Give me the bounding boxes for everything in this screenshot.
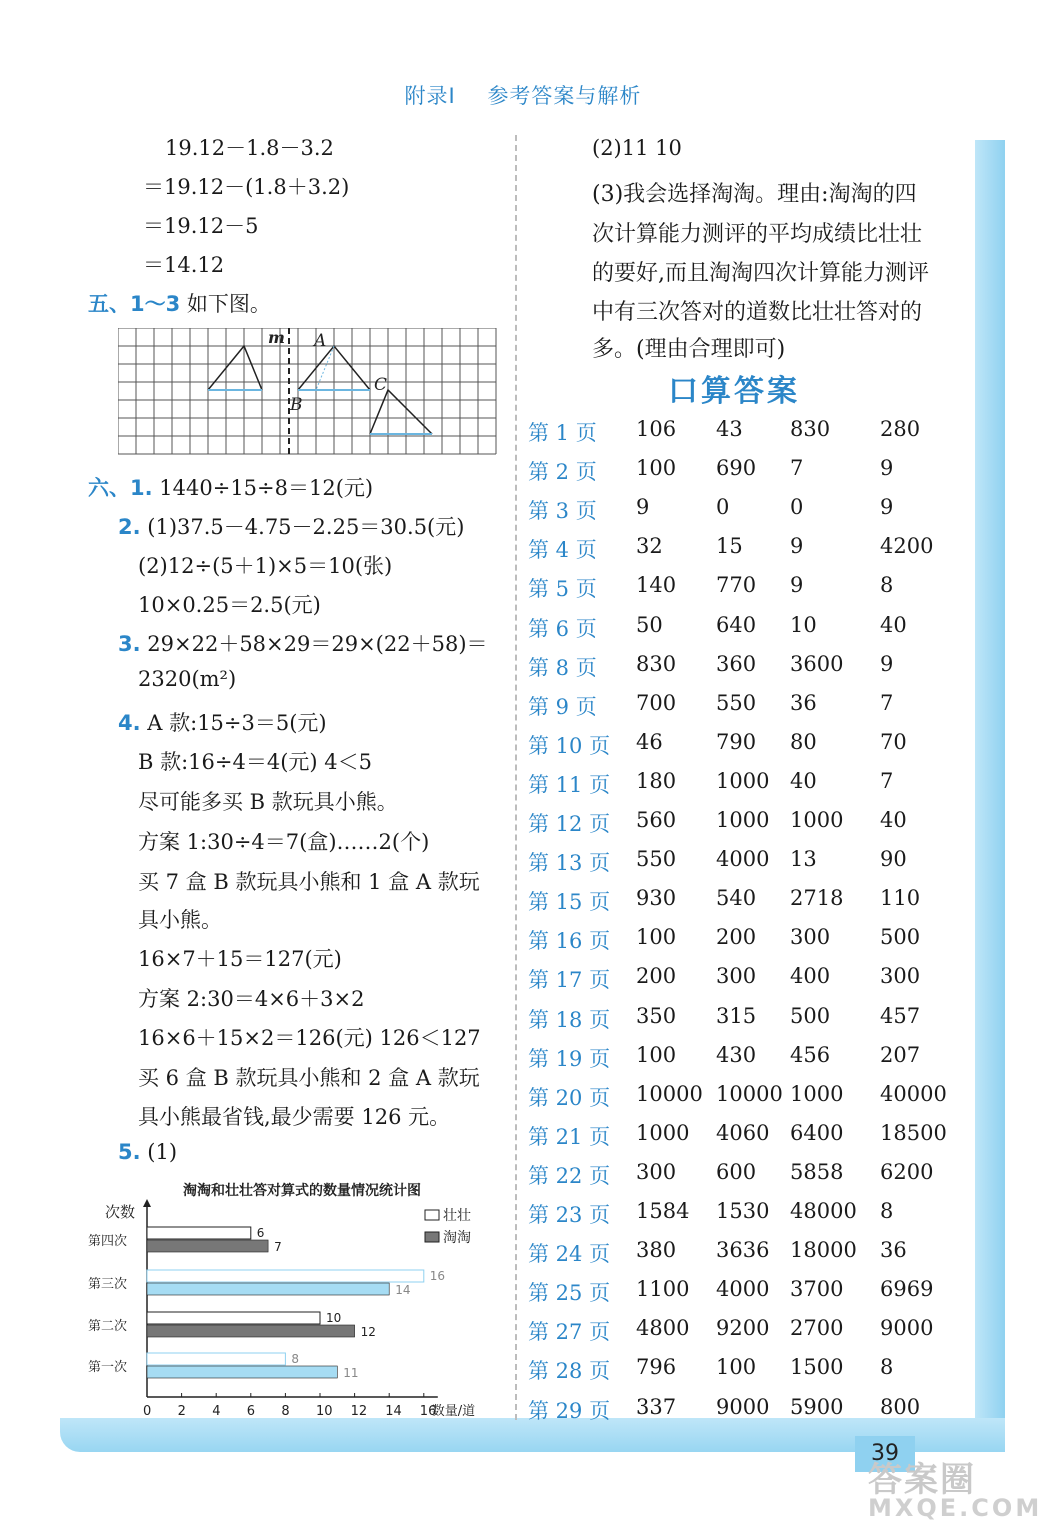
calc-line-3: ＝19.12－5	[143, 214, 259, 238]
kousuan-page-label: 第 3 页	[528, 499, 597, 524]
kousuan-value: 46	[636, 729, 663, 754]
kousuan-page-label: 第 1 页	[528, 421, 597, 445]
kousuan-value: 456	[790, 1042, 831, 1067]
legend-swatch-taotao	[425, 1232, 439, 1242]
kousuan-value: 790	[716, 729, 757, 754]
kousuan-page-label: 第 23 页	[528, 1203, 611, 1227]
right-q3-line-3: 的要好,而且淘淘四次计算能力测评	[592, 261, 929, 286]
q4-line-8: 方案 2:30＝4×6＋3×2	[138, 987, 365, 1011]
kousuan-value: 830	[636, 651, 677, 676]
kousuan-title: 口算答案	[668, 374, 800, 409]
chart-category-label: 第四次	[88, 1234, 128, 1249]
q4-line-6: 具小熊。	[138, 908, 222, 932]
kousuan-value: 13	[790, 847, 817, 872]
kousuan-value: 18500	[880, 1120, 947, 1145]
kousuan-page-label: 第 6 页	[528, 616, 597, 641]
kousuan-value: 4200	[880, 534, 934, 559]
kousuan-value: 600	[716, 1159, 757, 1184]
kousuan-value: 7	[880, 768, 894, 793]
kousuan-value: 4000	[716, 1277, 770, 1302]
kousuan-value: 8	[880, 573, 894, 598]
column-divider	[515, 135, 517, 1420]
kousuan-value: 80	[790, 729, 817, 754]
q2-num: 2.	[118, 515, 141, 539]
kousuan-value: 700	[636, 690, 677, 715]
kousuan-page-label: 第 9 页	[528, 694, 597, 719]
q4-line-5: 买 7 盒 B 款玩具小熊和 1 盒 A 款玩	[138, 870, 480, 894]
q3-text-1: 29×22＋58×29＝29×(22＋58)＝	[147, 632, 488, 656]
kousuan-value: 1000	[790, 1081, 844, 1106]
kousuan-value: 500	[880, 925, 921, 950]
kousuan-value: 7	[880, 690, 894, 715]
kousuan-value: 140	[636, 573, 677, 598]
kousuan-value: 1000	[716, 768, 770, 793]
right-q3-line-1: (3)我会选择淘淘。理由:淘淘的四	[592, 182, 917, 207]
kousuan-page-label: 第 13 页	[528, 851, 611, 876]
label-c: C	[374, 375, 388, 395]
page-number: 39	[855, 1436, 915, 1472]
kousuan-value: 50	[636, 612, 663, 637]
kousuan-value: 10000	[636, 1081, 703, 1106]
bar-value-zhuangzhuang: 8	[291, 1352, 300, 1366]
kousuan-value: 0	[790, 495, 804, 520]
watermark: 答案圈	[868, 1460, 976, 1500]
bar-value-zhuangzhuang: 6	[256, 1226, 265, 1240]
kousuan-value: 32	[636, 534, 663, 559]
bar-taotao	[147, 1325, 355, 1337]
kousuan-value: 90	[880, 847, 907, 872]
bar-value-taotao: 11	[343, 1366, 359, 1380]
kousuan-value: 40	[880, 808, 907, 832]
kousuan-value: 457	[880, 1003, 921, 1028]
label-b: B	[290, 395, 303, 415]
chart-x-label: 数量/道	[431, 1404, 476, 1419]
kousuan-value: 6969	[880, 1277, 934, 1302]
bar-taotao	[147, 1283, 389, 1295]
kousuan-value: 10	[790, 612, 817, 637]
kousuan-page-label: 第 25 页	[528, 1281, 611, 1306]
bar-value-zhuangzhuang: 10	[326, 1311, 342, 1325]
calc-line-1: 19.12－1.8－3.2	[165, 136, 334, 160]
kousuan-value: 36	[790, 690, 817, 715]
kousuan-value: 560	[636, 808, 677, 832]
chart-category-label: 第二次	[88, 1319, 128, 1334]
q3-line-2: 2320(m²)	[138, 667, 237, 691]
kousuan-value: 4060	[716, 1120, 770, 1145]
kousuan-value: 1100	[636, 1277, 690, 1302]
kousuan-value: 9	[790, 534, 804, 559]
kousuan-value: 200	[716, 925, 757, 950]
kousuan-value: 350	[636, 1003, 677, 1028]
kousuan-value: 40	[880, 612, 907, 637]
q4-line-2: B 款:16÷4＝4(元) 4＜5	[138, 750, 373, 774]
appendix-label: 附录Ⅰ	[404, 84, 456, 108]
label-m: m	[268, 328, 285, 347]
bar-value-taotao: 7	[274, 1240, 282, 1254]
kousuan-value: 5900	[790, 1394, 844, 1419]
kousuan-value: 1000	[636, 1120, 690, 1145]
section-6-q1-text: 1440÷15÷8＝12(元)	[159, 476, 374, 500]
chart-x-tick-label: 16	[419, 1404, 437, 1419]
legend-label-zhuangzhuang: 壮壮	[443, 1208, 471, 1224]
kousuan-value: 0	[716, 495, 730, 520]
chart-x-tick-label: 2	[177, 1404, 186, 1419]
kousuan-value: 280	[880, 417, 921, 441]
grid-figure	[118, 328, 498, 456]
kousuan-page-label: 第 24 页	[528, 1242, 611, 1267]
section-6-q1	[88, 472, 373, 502]
calc-line-2: ＝19.12－(1.8＋3.2)	[143, 175, 350, 199]
right-q3-line-2: 次计算能力测评的平均成绩比壮壮	[592, 222, 923, 247]
kousuan-value: 70	[880, 729, 907, 754]
q4-line-10: 买 6 盒 B 款玩具小熊和 2 盒 A 款玩	[138, 1066, 480, 1090]
kousuan-page-label: 第 28 页	[528, 1359, 611, 1384]
kousuan-page-label: 第 19 页	[528, 1046, 611, 1071]
kousuan-value: 540	[716, 886, 757, 911]
kousuan-value: 9	[880, 651, 894, 676]
kousuan-value: 40000	[880, 1081, 947, 1106]
kousuan-value: 100	[636, 925, 677, 950]
kousuan-value: 1000	[716, 808, 770, 832]
kousuan-value: 830	[790, 417, 831, 441]
kousuan-page-label: 第 15 页	[528, 890, 611, 915]
kousuan-page-label: 第 5 页	[528, 577, 597, 602]
bar-value-zhuangzhuang: 16	[429, 1269, 446, 1283]
kousuan-value: 207	[880, 1042, 921, 1067]
q4-num: 4.	[118, 711, 141, 735]
kousuan-value: 106	[636, 417, 677, 441]
right-q3-line-5: 多。(理由合理即可)	[592, 337, 786, 362]
kousuan-value: 360	[716, 651, 757, 676]
kousuan-value: 1584	[636, 1199, 690, 1223]
chart-y-arrow	[143, 1199, 151, 1207]
right-decor-band	[975, 140, 1005, 1440]
section-6-prefix: 六、1.	[88, 476, 153, 500]
kousuan-value: 640	[716, 612, 757, 637]
kousuan-value: 500	[790, 1003, 831, 1028]
kousuan-value: 100	[636, 456, 677, 481]
kousuan-page-label: 第 10 页	[528, 733, 611, 758]
kousuan-value: 2718	[790, 886, 844, 911]
kousuan-value: 800	[880, 1394, 921, 1419]
kousuan-value: 550	[716, 690, 757, 715]
right-q3-line-4: 中有三次答对的道数比壮壮答对的	[592, 300, 923, 325]
bar-zhuangzhuang	[147, 1353, 285, 1365]
kousuan-value: 3700	[790, 1277, 844, 1302]
kousuan-page-label: 第 18 页	[528, 1007, 611, 1032]
q2-line-3: 10×0.25＝2.5(元)	[138, 593, 321, 617]
q2-text-1: (1)37.5－4.75－2.25＝30.5(元)	[147, 515, 465, 539]
kousuan-page-label: 第 27 页	[528, 1320, 611, 1345]
q4-line-3: 尽可能多买 B 款玩具小熊。	[138, 790, 398, 814]
chart-x-tick-label: 0	[143, 1404, 152, 1419]
section-5-prefix: 五、1～3	[88, 292, 181, 316]
q4-line-1	[118, 707, 327, 737]
kousuan-page-label: 第 12 页	[528, 812, 611, 836]
bar-taotao	[147, 1366, 337, 1378]
kousuan-value: 10000	[716, 1081, 783, 1106]
kousuan-value: 36	[880, 1238, 907, 1263]
kousuan-value: 380	[636, 1238, 677, 1263]
kousuan-value: 300	[636, 1159, 677, 1184]
kousuan-page-label: 第 16 页	[528, 929, 611, 954]
section-5	[88, 288, 271, 318]
kousuan-value: 180	[636, 768, 677, 793]
bar-zhuangzhuang	[147, 1270, 424, 1282]
bar-value-taotao: 12	[360, 1325, 376, 1339]
watermark-url: MXQE.COM	[868, 1494, 1043, 1522]
kousuan-value: 300	[790, 925, 831, 950]
q3-line-1	[118, 628, 488, 658]
kousuan-value: 5858	[790, 1159, 844, 1184]
legend-label-taotao: 淘淘	[443, 1230, 471, 1246]
chart-x-tick-label: 4	[212, 1404, 221, 1419]
bar-zhuangzhuang	[147, 1312, 320, 1324]
kousuan-value: 100	[716, 1355, 757, 1380]
kousuan-value: 770	[716, 573, 757, 598]
kousuan-value: 9	[880, 495, 894, 520]
chart-x-tick-label: 10	[316, 1404, 333, 1419]
bar-zhuangzhuang	[147, 1227, 251, 1239]
q5-line	[118, 1140, 177, 1164]
kousuan-page-label: 第 11 页	[528, 772, 611, 797]
kousuan-page-label: 第 4 页	[528, 538, 597, 563]
kousuan-value: 9	[636, 495, 650, 520]
kousuan-value: 9200	[716, 1316, 770, 1341]
triangle-a-mid	[316, 346, 334, 390]
kousuan-value: 200	[636, 964, 677, 989]
kousuan-value: 110	[880, 886, 921, 911]
chart-category-label: 第一次	[88, 1360, 128, 1375]
kousuan-value: 7	[790, 456, 804, 481]
kousuan-value: 15	[716, 534, 743, 559]
header-title: 参考答案与解析	[487, 84, 642, 108]
chart-title: 淘淘和壮壮答对算式的数量情况统计图	[183, 1183, 421, 1199]
kousuan-value: 4800	[636, 1316, 690, 1341]
bar-value-taotao: 14	[395, 1283, 411, 1297]
calc-line-4: ＝14.12	[143, 253, 225, 277]
bar-taotao	[147, 1240, 268, 1252]
chart-y-label: 次数	[105, 1203, 136, 1221]
triangle-c	[370, 390, 432, 434]
q4-line-11: 具小熊最省钱,最少需要 126 元。	[138, 1105, 451, 1129]
kousuan-value: 1500	[790, 1355, 844, 1380]
kousuan-value: 43	[716, 417, 743, 441]
kousuan-page-label: 第 20 页	[528, 1085, 611, 1110]
kousuan-value: 9	[790, 573, 804, 598]
q5-num: 5.	[118, 1140, 141, 1164]
right-q2: (2)11 10	[592, 136, 682, 160]
kousuan-value: 300	[716, 964, 757, 989]
kousuan-page-label: 第 21 页	[528, 1124, 611, 1149]
kousuan-value: 796	[636, 1355, 677, 1380]
kousuan-value: 430	[716, 1042, 757, 1067]
kousuan-value: 18000	[790, 1238, 857, 1263]
chart-x-tick-label: 14	[385, 1404, 402, 1419]
q4-text-0: A 款:15÷3＝5(元)	[147, 711, 327, 735]
kousuan-value: 48000	[790, 1199, 857, 1223]
kousuan-page-label: 第 17 页	[528, 968, 611, 993]
chart-x-tick-label: 12	[350, 1404, 368, 1419]
kousuan-value: 9000	[880, 1316, 934, 1341]
kousuan-value: 9	[880, 456, 894, 481]
kousuan-page-label: 第 29 页	[528, 1398, 611, 1423]
kousuan-value: 300	[880, 964, 921, 989]
q2-line-2: (2)12÷(5＋1)×5＝10(张)	[138, 554, 393, 578]
kousuan-value: 6400	[790, 1120, 844, 1145]
kousuan-value: 337	[636, 1394, 677, 1419]
kousuan-value: 3600	[790, 651, 844, 676]
kousuan-value: 100	[636, 1042, 677, 1067]
kousuan-page-label: 第 8 页	[528, 655, 597, 680]
kousuan-page-label: 第 22 页	[528, 1163, 611, 1188]
q5-text: (1)	[147, 1140, 178, 1164]
kousuan-value: 40	[790, 768, 817, 793]
chart-category-label: 第三次	[88, 1277, 128, 1292]
kousuan-value: 930	[636, 886, 677, 911]
q3-num: 3.	[118, 632, 141, 656]
kousuan-value: 1530	[716, 1199, 770, 1223]
kousuan-value: 8	[880, 1355, 894, 1380]
chart-x-tick-label: 6	[246, 1404, 256, 1419]
kousuan-page-label: 第 2 页	[528, 460, 597, 485]
kousuan-value: 690	[716, 456, 757, 481]
kousuan-value: 8	[880, 1199, 894, 1223]
chart-x-tick-label: 8	[281, 1404, 290, 1419]
q2-line-1	[118, 511, 464, 541]
page-header	[0, 80, 1046, 110]
q4-line-9: 16×6＋15×2＝126(元) 126＜127	[138, 1026, 481, 1050]
kousuan-value: 315	[716, 1003, 757, 1028]
kousuan-value: 2700	[790, 1316, 844, 1341]
kousuan-value: 3636	[716, 1238, 770, 1263]
bar-chart	[85, 1175, 505, 1425]
q4-line-7: 16×7＋15＝127(元)	[138, 947, 342, 971]
section-5-text: 如下图。	[186, 292, 271, 316]
legend-swatch-zhuangzhuang	[425, 1210, 439, 1220]
triangle-left	[208, 346, 262, 390]
kousuan-value: 9000	[716, 1394, 770, 1419]
kousuan-value: 550	[636, 847, 677, 872]
kousuan-value: 400	[790, 964, 831, 989]
q4-line-4: 方案 1:30÷4＝7(盒)……2(个)	[138, 830, 430, 854]
kousuan-value: 4000	[716, 847, 770, 872]
label-a: A	[314, 331, 327, 351]
kousuan-value: 6200	[880, 1159, 934, 1184]
kousuan-value: 1000	[790, 808, 844, 832]
